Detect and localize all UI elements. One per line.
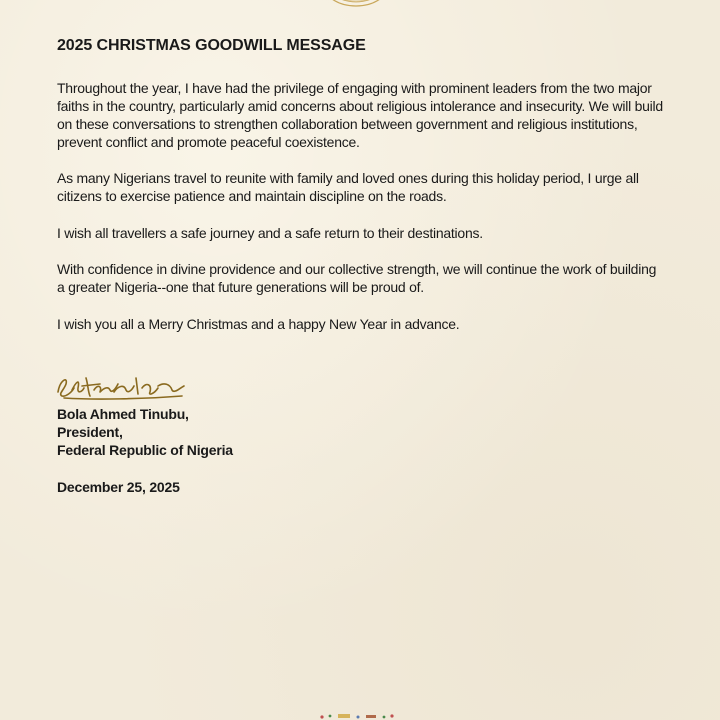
letter-paragraph: I wish you all a Merry Christmas and a happy New Year in advance. bbox=[57, 316, 460, 332]
handwritten-signature-icon bbox=[54, 370, 188, 402]
signatory-role: President, bbox=[57, 424, 123, 440]
letter-title: 2025 CHRISTMAS GOODWILL MESSAGE bbox=[57, 37, 366, 54]
letter-paragraph: Throughout the year, I have had the privilege of engaging with prominent leaders from the two major faiths in the country, particularly amid concerns about religious intolerance and insecurity. We will build on these conversations to strengthen collaboration between government and religious institutions, prevent conflict and promote peaceful coexistence. bbox=[57, 80, 663, 150]
footer-decoration-icon bbox=[316, 711, 406, 720]
signatory-block bbox=[57, 405, 233, 459]
signatory-office: Federal Republic of Nigeria bbox=[57, 442, 233, 458]
letter-paragraph: I wish all travellers a safe journey and a safe return to their destinations. bbox=[57, 225, 483, 241]
letter-paragraph: As many Nigerians travel to reunite with family and loved ones during this holiday period, I urge all citizens to exercise patience and maintain discipline on the roads. bbox=[57, 170, 639, 204]
signatory-name: Bola Ahmed Tinubu, bbox=[57, 406, 189, 422]
coat-of-arms-seal-icon bbox=[318, 0, 394, 8]
letter-paragraph: With confidence in divine providence and our collective strength, we will continue the work of building a greater Nigeria--one that future generations will be proud of. bbox=[57, 261, 657, 295]
letter-date: December 25, 2025 bbox=[57, 479, 180, 495]
